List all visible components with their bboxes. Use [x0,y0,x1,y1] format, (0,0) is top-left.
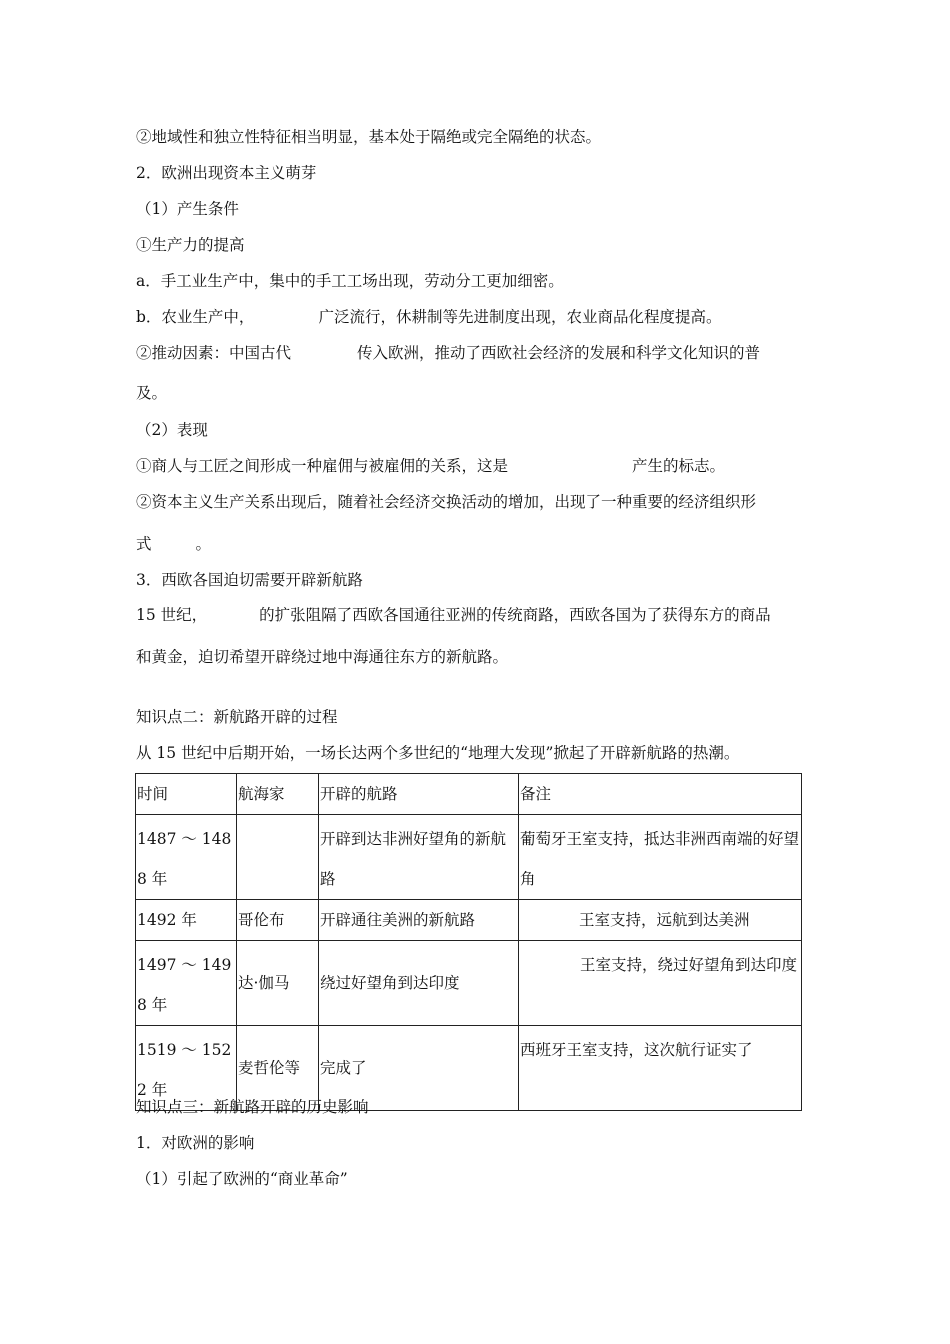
cell-time: 1487 ～ 1488 年 [136,815,237,900]
cell-navigator: 哥伦布 [237,900,319,941]
text-line: ①生产力的提高 [136,236,245,254]
text-segment: 广泛流行，休耕制等先进制度出现，农业商品化程度提高。 [318,308,722,326]
cell-navigator: 麦哲伦等 [237,1026,319,1111]
section-heading: 2．欧洲出现资本主义萌芽 [136,164,317,182]
table-row [136,815,802,900]
cell-navigator [237,815,319,900]
column-header-time: 时间 [136,774,237,815]
text-line [136,455,725,477]
cell-note: 王室支持，绕过好望角到达印度 [519,941,802,1026]
knowledge-point-heading: 知识点三：新航路开辟的历史影响 [136,1098,369,1116]
text-line [136,533,211,555]
text-line: 及。 [136,384,168,402]
cell-time: 1497 ～ 1498 年 [136,941,237,1026]
text-segment: ①商人与工匠之间形成一种雇佣与被雇佣的关系，这是 [136,457,509,475]
voyages-table [135,773,802,1111]
cell-route: 开辟通往美洲的新航路 [319,900,519,941]
subsection-heading: （2）表现 [136,421,208,439]
cell-note: 西班牙王室支持，这次航行证实了 [519,1026,802,1111]
text-segment: 。 [195,535,212,553]
table-row [136,900,802,941]
table-row [136,941,802,1026]
column-header-navigator: 航海家 [237,774,319,815]
subsection-heading: （1）引起了欧洲的“商业革命” [136,1170,348,1188]
text-segment: 15 世纪， [136,606,208,624]
text-line: ②地域性和独立性特征相当明显，基本处于隔绝或完全隔绝的状态。 [136,128,602,146]
text-segment: ②推动因素：中国古代 [136,344,292,362]
cell-note: 葡萄牙王室支持，抵达非洲西南端的好望角 [519,815,802,900]
text-line [136,342,760,364]
text-line [136,306,721,328]
text-line: a．手工业生产中，集中的手工工场出现，劳动分工更加细密。 [136,272,564,290]
section-heading: 3．西欧各国迫切需要开辟新航路 [136,571,363,589]
cell-note: 王室支持，远航到达美洲 [519,900,802,941]
subsection-heading: （1）产生条件 [136,200,239,218]
column-header-route: 开辟的航路 [319,774,519,815]
cell-route: 开辟到达非洲好望角的新航路 [319,815,519,900]
text-segment: 传入欧洲，推动了西欧社会经济的发展和科学文化知识的普 [357,344,761,362]
text-line: 和黄金，迫切希望开辟绕过地中海通往东方的新航路。 [136,648,509,666]
table-header-row [136,774,802,815]
text-segment: 产生的标志。 [632,457,726,475]
text-segment: 式 [136,535,152,553]
text-line: ②资本主义生产关系出现后，随着社会经济交换活动的增加，出现了一种重要的经济组织形 [136,493,757,511]
text-segment: 的扩张阻隔了西欧各国通往亚洲的传统商路，西欧各国为了获得东方的商品 [259,606,771,624]
knowledge-point-heading: 知识点二：新航路开辟的过程 [136,708,338,726]
text-segment: b．农业生产中， [136,308,255,326]
column-header-note: 备注 [519,774,802,815]
cell-route: 绕过好望角到达印度 [319,941,519,1026]
cell-time: 1519 ～ 1522 年 [136,1026,237,1111]
text-line [136,604,771,626]
cell-route: 完成了 [319,1026,519,1111]
text-line: 从 15 世纪中后期开始，一场长达两个多世纪的“地理大发现”掀起了开辟新航路的热潮。 [136,744,740,762]
cell-time: 1492 年 [136,900,237,941]
cell-navigator: 达·伽马 [237,941,319,1026]
section-heading: 1．对欧洲的影响 [136,1134,255,1152]
